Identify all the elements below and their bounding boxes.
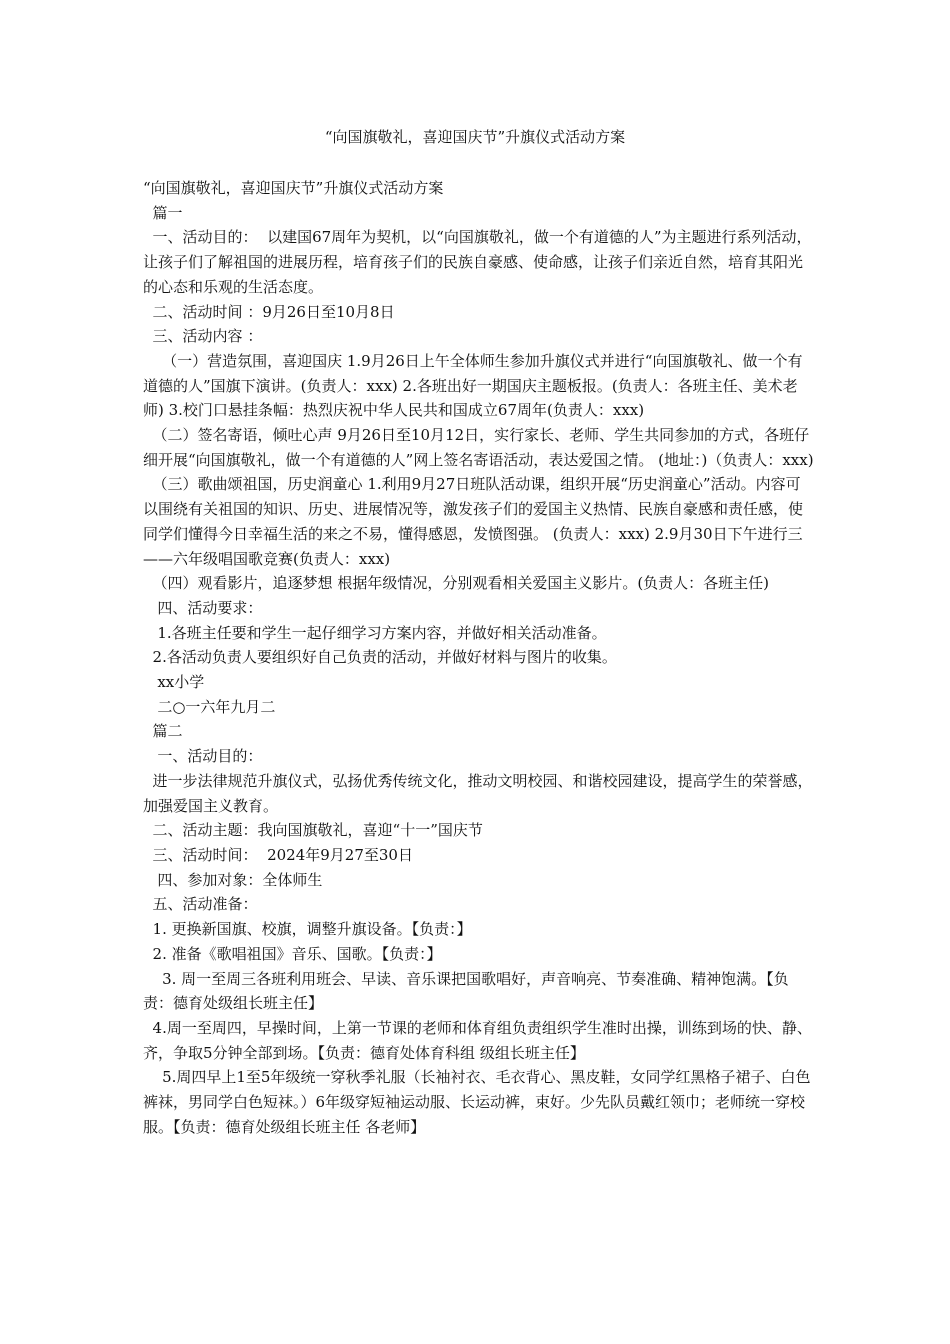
paragraph: 1.各班主任要和学生一起仔细学习方案内容，并做好相关活动准备。 <box>143 623 607 642</box>
paragraph: 三、活动时间： 2024年9月27至30日 <box>143 845 413 864</box>
paragraph: xx小学 <box>143 673 205 692</box>
paragraph: “向国旗敬礼，喜迎国庆节”升旗仪式活动方案 <box>143 179 444 197</box>
paragraph: （二）签名寄语，倾吐心声 9月26日至10月12日，实行家长、老师、学生共同参加的方式，各班仔细开展“向国旗敬礼，做一个有道德的人”网上签名寄语活动，表达爱国之情。 (地址：)（负责人：xxx) <box>143 426 814 469</box>
paragraph: 5.周四早上1至5年级统一穿秋季礼服（长袖衬衣、毛衣背心、黑皮鞋，女同学红黑格子裙子、白色裤袜，男同学白色短袜。）6年级穿短袖运动服、长运动裤，束好。少先队员戴红领巾；老师统一穿校服。【负责：德育处级组长班主任 各老师】 <box>143 1068 811 1136</box>
paragraph: 一、活动目的： <box>143 747 263 766</box>
paragraph: 2.各活动负责人要组织好自己负责的活动，并做好材料与图片的收集。 <box>143 648 617 667</box>
paragraph: 1. 更换新国旗、校旗，调整升旗设备。【负责：】 <box>143 920 472 939</box>
paragraph: 二、活动主题：我向国旗敬礼，喜迎“十一”国庆节 <box>143 821 483 840</box>
paragraph: 五、活动准备： <box>143 895 258 914</box>
paragraph: 一、活动目的： 以建国67周年为契机，以“向国旗敬礼，做一个有道德的人”为主题进行系列活动，让孩子们了解祖国的进展历程，培育孩子们的民族自豪感、使命感，让孩子们亲近自然，培育其阳光的心态和乐观的生活态度。 <box>143 228 812 296</box>
document-body <box>143 176 815 1139</box>
paragraph: 四、参加对象：全体师生 <box>143 870 323 889</box>
paragraph: 3. 周一至周三各班利用班会、早读、音乐课把国歌唱好，声音响亮、节奏准确、精神饱满。【负责：德育处级组长班主任】 <box>143 969 789 1013</box>
paragraph: 进一步法律规范升旗仪式，弘扬优秀传统文化，推动文明校园、和谐校园建设，提高学生的荣誉感，加强爱国主义教育。 <box>143 771 813 815</box>
paragraph: 4.周一至周四，早操时间，上第一节课的老师和体育组负责组织学生准时出操，训练到场的快、静、齐，争取5分钟全部到场。【负责：德育处体育科组 级组长班主任】 <box>143 1018 812 1062</box>
paragraph: 二○一六年九月二 <box>143 697 276 716</box>
paragraph: 二、活动时间 ：9月26日至10月8日 <box>143 302 395 321</box>
paragraph: （三）歌曲颂祖国，历史润童心 1.利用9月27日班队活动课，组织开展“历史润童心”活动。内容可以围绕有关祖国的知识、历史、进展情况等，激发孩子们的爱国主义热情、民族自豪感和责任感，使同学们懂得今日幸福生活的来之不易，懂得感恩，发愤图强。 (负责人：xxx) 2.9月30日下午进行三——六年级唱国歌竞赛(负责人：xxx) <box>143 475 804 568</box>
paragraph: （四）观看影片，追逐梦想 根据年级情况，分别观看相关爱国主义影片。(负责人：各班主任) <box>143 574 770 593</box>
paragraph: 篇一 <box>143 203 183 222</box>
document-title: “向国旗敬礼，喜迎国庆节”升旗仪式活动方案 <box>324 128 626 146</box>
paragraph: 篇二 <box>143 722 183 741</box>
paragraph: （一）营造氛围，喜迎国庆 1.9月26日上午全体师生参加升旗仪式并进行“向国旗敬礼、做一个有道德的人”国旗下演讲。(负责人：xxx) 2.各班出好一期国庆主题板报。(负责人：各班主任、美术老师) 3.校门口悬挂条幅：热烈庆祝中华人民共和国成立67周年(负责人：xxx) <box>143 351 803 420</box>
paragraph: 三、活动内容 ： <box>143 327 263 346</box>
paragraph: 四、活动要求： <box>143 598 263 617</box>
paragraph: 2. 准备《歌唱祖国》音乐、国歌。【负责：】 <box>143 944 442 963</box>
